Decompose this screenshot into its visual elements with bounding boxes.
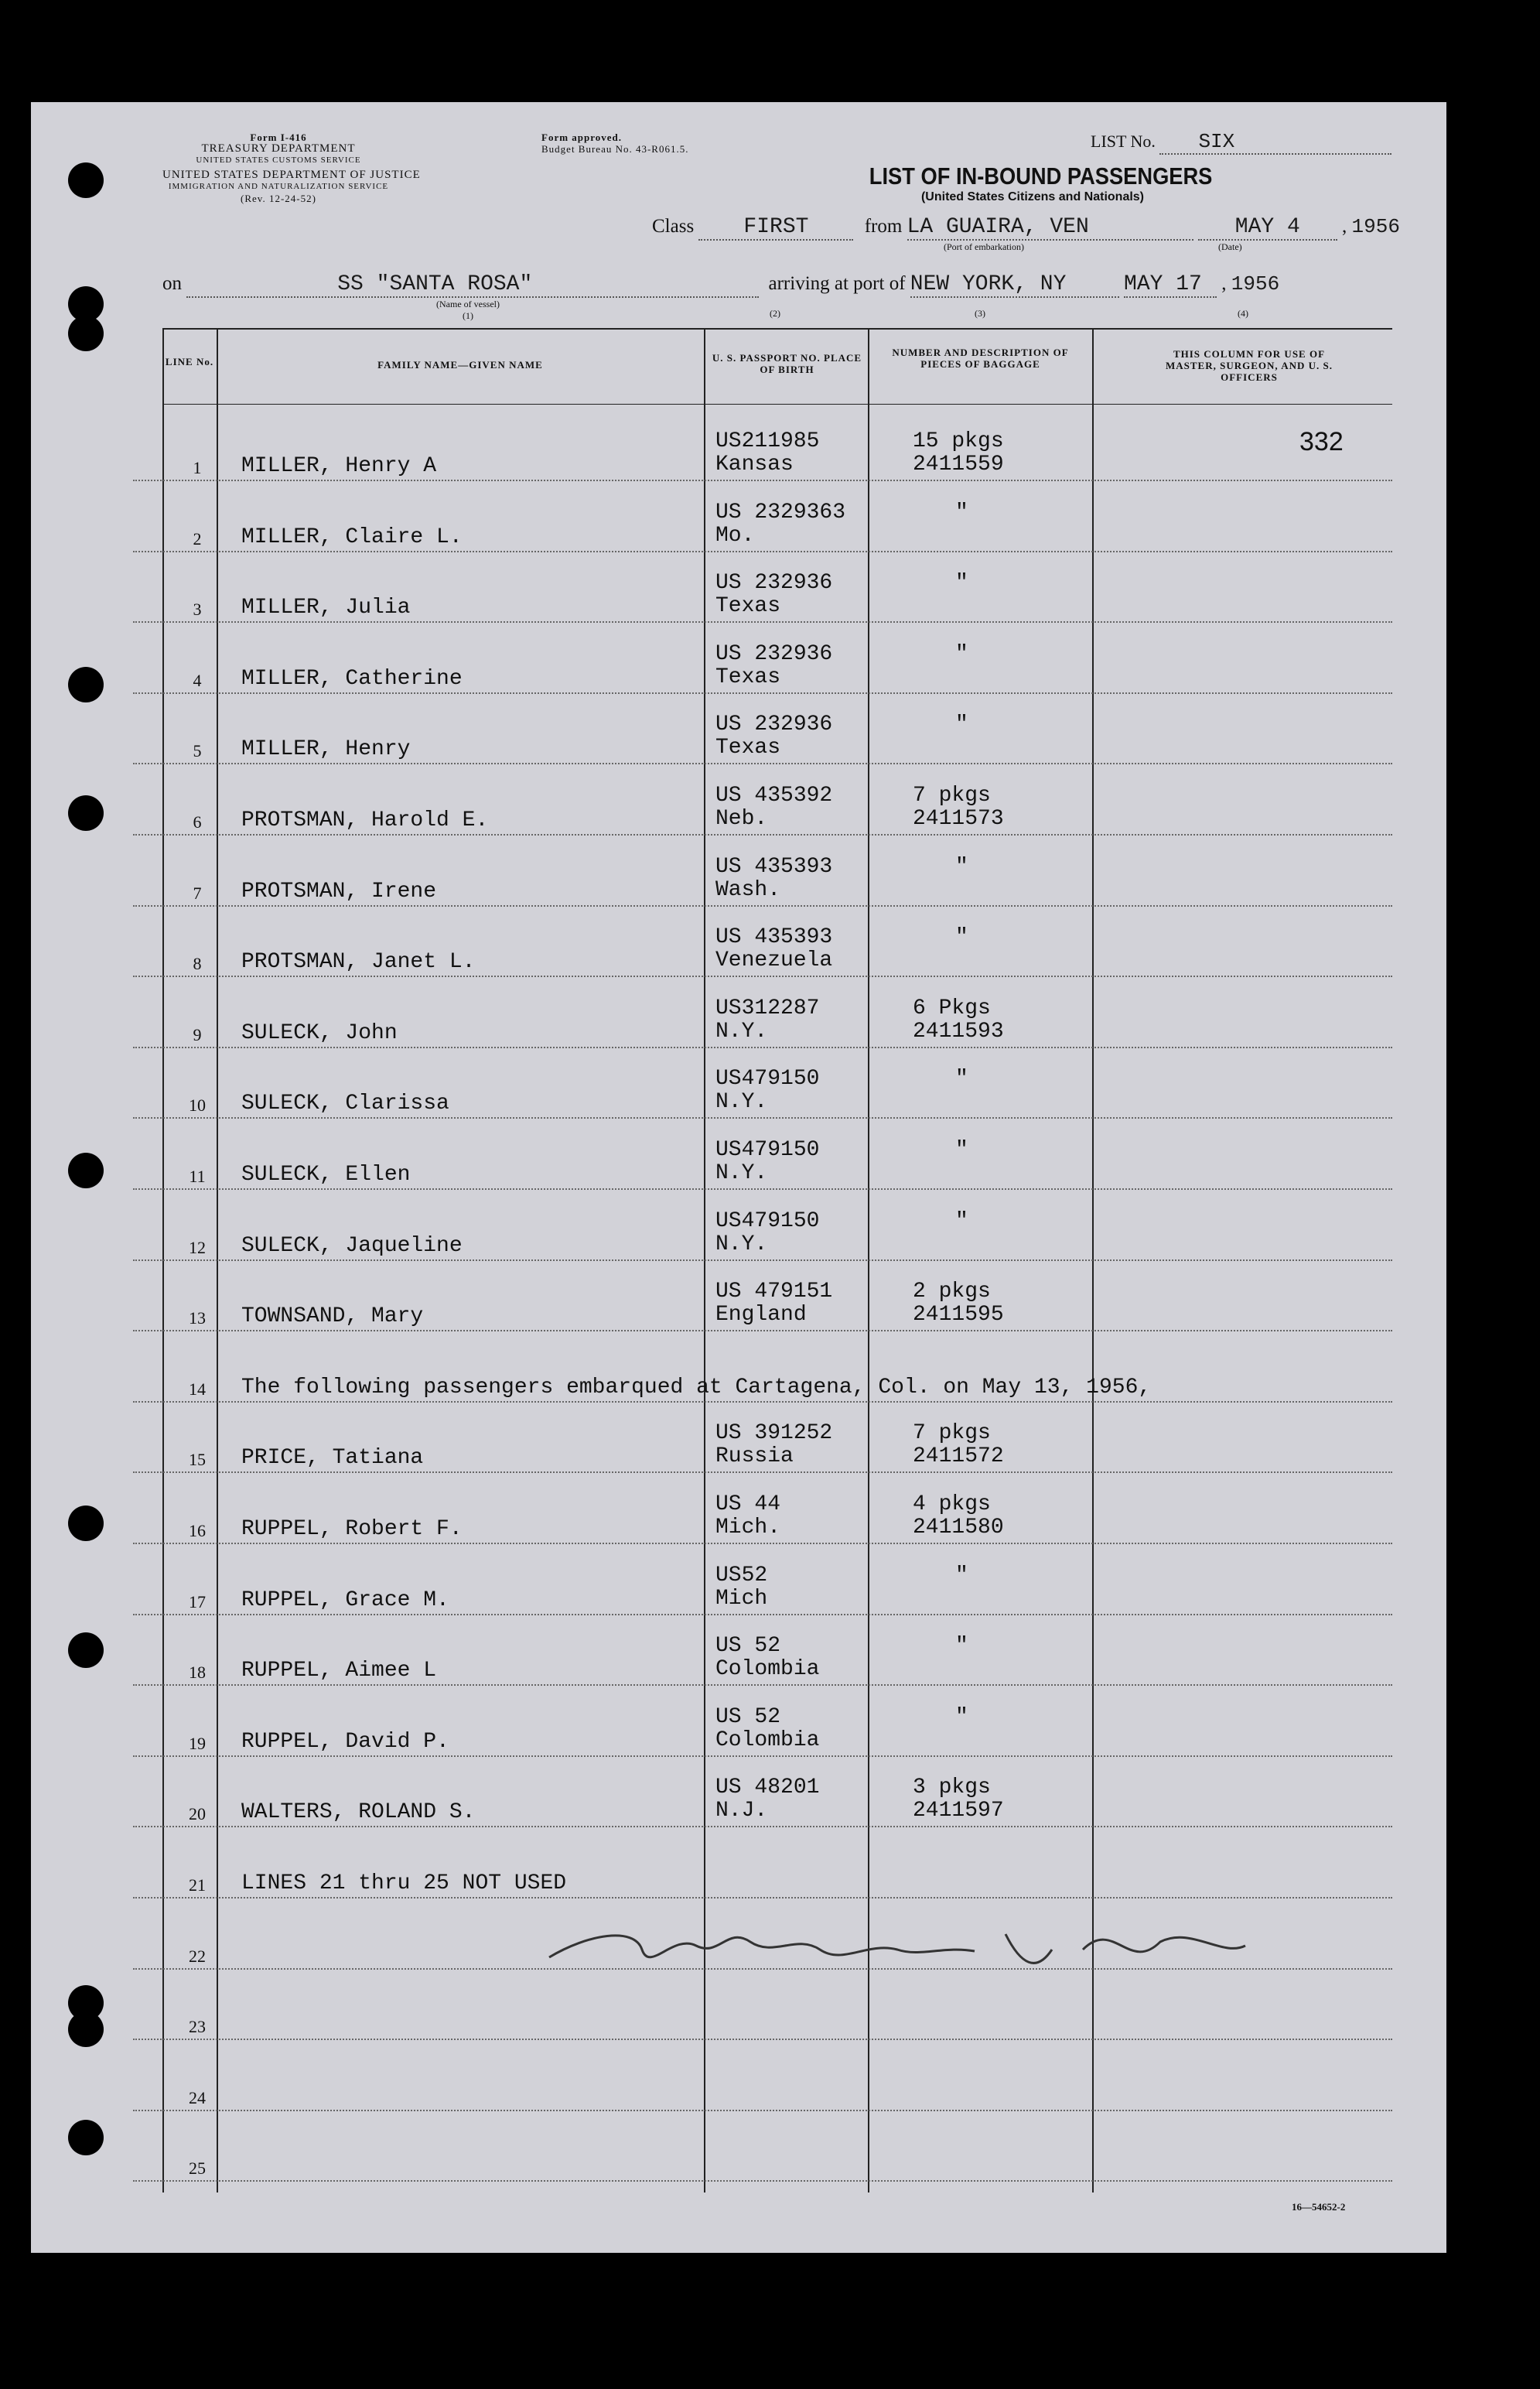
- col-header-line: LINE No.: [165, 356, 214, 367]
- place-of-birth: Texas: [715, 736, 781, 760]
- place-of-birth: Colombia: [715, 1728, 820, 1752]
- col-header-baggage: NUMBER AND DESCRIPTION OF PIECES OF BAGGAGE: [892, 347, 1069, 370]
- row-rule: [133, 1826, 1392, 1827]
- baggage-count: ": [955, 641, 968, 666]
- row-rule: [133, 1614, 1392, 1615]
- col-header-passport: U. S. PASSPORT NO. PLACE OF BIRTH: [712, 352, 862, 375]
- line-number: 15: [189, 1450, 206, 1470]
- place-of-birth: Mich: [715, 1586, 768, 1611]
- passenger-name: RUPPEL, Robert F.: [241, 1517, 463, 1541]
- place-of-birth: Mich.: [715, 1516, 781, 1540]
- passport-number: US 435393: [715, 925, 833, 950]
- row-rule: [133, 1471, 1392, 1473]
- passenger-name: RUPPEL, David P.: [241, 1729, 449, 1754]
- line-number: 21: [189, 1875, 206, 1895]
- place-of-birth: N.Y.: [715, 1090, 768, 1115]
- line-number: 16: [189, 1521, 206, 1540]
- baggage-claim: 2411580: [913, 1516, 1004, 1540]
- line-number: 20: [189, 1804, 206, 1824]
- passport-number: US 435392: [715, 784, 833, 808]
- line-number: 7: [193, 883, 202, 903]
- row-rule: [133, 1755, 1392, 1757]
- passport-number: US 232936: [715, 571, 833, 596]
- col-header-officers: THIS COLUMN FOR USE OF MASTER, SURGEON, AND U. S. OFFICERS: [1166, 348, 1333, 383]
- place-of-birth: Colombia: [715, 1657, 820, 1682]
- class-line: Class FIRST from LA GUAIRA, VEN MAY 4 , 1956: [652, 215, 1400, 239]
- baggage-count: ": [955, 500, 968, 525]
- col-header-name: FAMILY NAME—GIVEN NAME: [377, 359, 543, 371]
- place-of-birth: Wash.: [715, 877, 781, 902]
- line-number: 18: [189, 1663, 206, 1683]
- line-number: 1: [193, 458, 202, 477]
- baggage-count: ": [955, 925, 968, 950]
- row-rule: [133, 905, 1392, 907]
- row-rule: [133, 1330, 1392, 1331]
- place-of-birth: Venezuela: [715, 948, 833, 973]
- passenger-name: SULECK, Clarissa: [241, 1092, 449, 1116]
- passenger-name: WALTERS, ROLAND S.: [241, 1800, 476, 1825]
- binder-hole: [68, 1632, 104, 1668]
- passenger-name: PROTSMAN, Irene: [241, 879, 437, 904]
- passenger-name: TOWNSAND, Mary: [241, 1304, 424, 1329]
- baggage-count: ": [955, 1634, 968, 1659]
- passenger-name: MILLER, Catherine: [241, 666, 463, 691]
- place-of-birth: N.Y.: [715, 1019, 768, 1044]
- passport-number: US 44: [715, 1492, 781, 1516]
- line-number: 24: [189, 2087, 206, 2107]
- passport-number: US 479151: [715, 1280, 833, 1304]
- baggage-count: ": [955, 1563, 968, 1588]
- row-rule: [133, 480, 1392, 481]
- passport-number: US 232936: [715, 713, 833, 737]
- row-rule: [133, 1684, 1392, 1686]
- row-rule: [133, 621, 1392, 623]
- binder-hole: [68, 795, 104, 831]
- binder-hole: [68, 2011, 104, 2047]
- row-rule: [133, 692, 1392, 694]
- place-of-birth: Russia: [715, 1444, 794, 1469]
- baggage-claim: 2411595: [913, 1303, 1004, 1328]
- vessel-caption: (Name of vessel) (1): [436, 299, 500, 321]
- passenger-name: PROTSMAN, Janet L.: [241, 950, 476, 975]
- line-number: 25: [189, 2158, 206, 2179]
- manifest-note: LINES 21 thru 25 NOT USED: [241, 1871, 567, 1895]
- row-rule: [133, 1401, 1392, 1403]
- passenger-name: MILLER, Henry: [241, 737, 411, 762]
- passenger-name: MILLER, Julia: [241, 596, 411, 620]
- passport-number: US52: [715, 1563, 768, 1588]
- form-footer-code: 16—54652-2: [1292, 2201, 1346, 2213]
- passenger-name: SULECK, Jaqueline: [241, 1233, 463, 1258]
- baggage-count: ": [955, 571, 968, 596]
- date-caption: (Date): [1218, 241, 1242, 252]
- port-caption: (Port of embarkation): [944, 241, 1024, 252]
- row-rule: [133, 763, 1392, 764]
- passport-number: US 52: [715, 1704, 781, 1729]
- place-of-birth: Kansas: [715, 453, 794, 477]
- row-rule: [133, 2039, 1392, 2040]
- baggage-claim: 2411572: [913, 1444, 1004, 1469]
- line-number: 8: [193, 954, 202, 974]
- form-agency-block: Form I-416 TREASURY DEPARTMENT UNITED STATES CUSTOMS SERVICE UNITED STATES DEPARTMENT OF JUSTICE IMMIGRATION AND NATURALIZATION SERVICE (Rev. 12-24-52): [162, 132, 421, 204]
- baggage-count: 3 pkgs: [913, 1776, 991, 1800]
- row-rule: [133, 2110, 1392, 2111]
- baggage-count: ": [955, 1704, 968, 1729]
- binder-hole: [68, 162, 104, 198]
- place-of-birth: England: [715, 1303, 807, 1328]
- passport-number: US312287: [715, 996, 820, 1020]
- passport-number: US 2329363: [715, 500, 846, 525]
- line-number: 12: [189, 1237, 206, 1257]
- line-number: 23: [189, 2017, 206, 2037]
- row-rule: [133, 551, 1392, 552]
- binder-hole: [68, 2120, 104, 2155]
- passport-number: US479150: [715, 1208, 820, 1233]
- line-number: 6: [193, 812, 202, 832]
- line-number: 11: [189, 1167, 206, 1186]
- baggage-count: ": [955, 1138, 968, 1162]
- baggage-count: 15 pkgs: [913, 429, 1004, 453]
- row-rule: [133, 976, 1392, 977]
- table-top-border: [162, 328, 1392, 330]
- row-rule: [133, 1188, 1392, 1190]
- baggage-claim: 2411559: [913, 453, 1004, 477]
- baggage-claim: 2411597: [913, 1799, 1004, 1823]
- line-number: 10: [189, 1095, 206, 1116]
- passport-number: US 52: [715, 1634, 781, 1659]
- place-of-birth: N.Y.: [715, 1161, 768, 1185]
- row-rule: [133, 2180, 1392, 2182]
- line-number: 14: [189, 1379, 206, 1399]
- vessel-line: on SS "SANTA ROSA" arriving at port of NEW YORK, NY MAY 17 , 1956: [162, 272, 1280, 296]
- baggage-claim: 2411593: [913, 1019, 1004, 1044]
- row-rule: [133, 834, 1392, 836]
- manifest-note: The following passengers embarqued at Cartagena, Col. on May 13, 1956,: [241, 1375, 1152, 1400]
- baggage-claim: 2411573: [913, 807, 1004, 831]
- list-number: LIST No. SIX: [1091, 130, 1391, 155]
- baggage-count: ": [955, 1208, 968, 1233]
- binder-hole: [68, 1153, 104, 1188]
- place-of-birth: Neb.: [715, 807, 768, 831]
- place-of-birth: N.J.: [715, 1799, 768, 1823]
- place-of-birth: Texas: [715, 594, 781, 619]
- line-number: 17: [189, 1591, 206, 1611]
- page-title: LIST OF IN-BOUND PASSENGERS (United States Citizens and Nationals): [869, 162, 1213, 203]
- passenger-name: PROTSMAN, Harold E.: [241, 808, 489, 832]
- line-number: 5: [193, 741, 202, 761]
- passport-number: US 391252: [715, 1421, 833, 1446]
- baggage-count: 2 pkgs: [913, 1280, 991, 1304]
- passport-number: US 232936: [715, 641, 833, 666]
- header-divider: [162, 404, 1392, 405]
- officer-signature: [541, 1903, 1253, 1988]
- line-number: 13: [189, 1308, 206, 1328]
- passenger-name: PRICE, Tatiana: [241, 1446, 424, 1471]
- passenger-name: RUPPEL, Aimee L: [241, 1659, 437, 1683]
- line-number: 2: [193, 528, 202, 549]
- baggage-count: ": [955, 1067, 968, 1092]
- passport-number: US211985: [715, 429, 820, 453]
- row-rule: [133, 1117, 1392, 1119]
- passport-number: US 435393: [715, 854, 833, 879]
- row-rule: [133, 1259, 1392, 1261]
- passenger-name: SULECK, Ellen: [241, 1163, 411, 1187]
- line-number: 22: [189, 1946, 206, 1966]
- row-rule: [133, 1047, 1392, 1048]
- passenger-name: RUPPEL, Grace M.: [241, 1588, 449, 1612]
- binder-hole: [68, 316, 104, 351]
- passenger-name: SULECK, John: [241, 1020, 398, 1045]
- passenger-name: MILLER, Henry A: [241, 454, 437, 478]
- officer-note: 332: [1299, 427, 1344, 456]
- passport-number: US479150: [715, 1067, 820, 1092]
- baggage-count: ": [955, 713, 968, 737]
- row-rule: [133, 1543, 1392, 1544]
- row-rule: [133, 1897, 1392, 1899]
- col-num-3: (3): [975, 308, 985, 319]
- baggage-count: 4 pkgs: [913, 1492, 991, 1516]
- baggage-count: ": [955, 854, 968, 879]
- binder-hole: [68, 1506, 104, 1541]
- col-num-4: (4): [1238, 308, 1248, 319]
- place-of-birth: Texas: [715, 665, 781, 689]
- baggage-count: 7 pkgs: [913, 784, 991, 808]
- baggage-count: 6 Pkgs: [913, 996, 991, 1020]
- baggage-count: 7 pkgs: [913, 1421, 991, 1446]
- line-number: 3: [193, 600, 202, 620]
- passenger-name: MILLER, Claire L.: [241, 525, 463, 549]
- place-of-birth: Mo.: [715, 523, 755, 548]
- line-number: 4: [193, 670, 202, 690]
- place-of-birth: N.Y.: [715, 1232, 768, 1256]
- passport-number: US479150: [715, 1138, 820, 1162]
- line-number: 9: [193, 1024, 202, 1044]
- line-number: 19: [189, 1733, 206, 1753]
- form-approval: Form approved. Budget Bureau No. 43-R061.5.: [541, 132, 689, 155]
- passport-number: US 48201: [715, 1776, 820, 1800]
- col-num-2: (2): [770, 308, 780, 319]
- binder-hole: [68, 667, 104, 702]
